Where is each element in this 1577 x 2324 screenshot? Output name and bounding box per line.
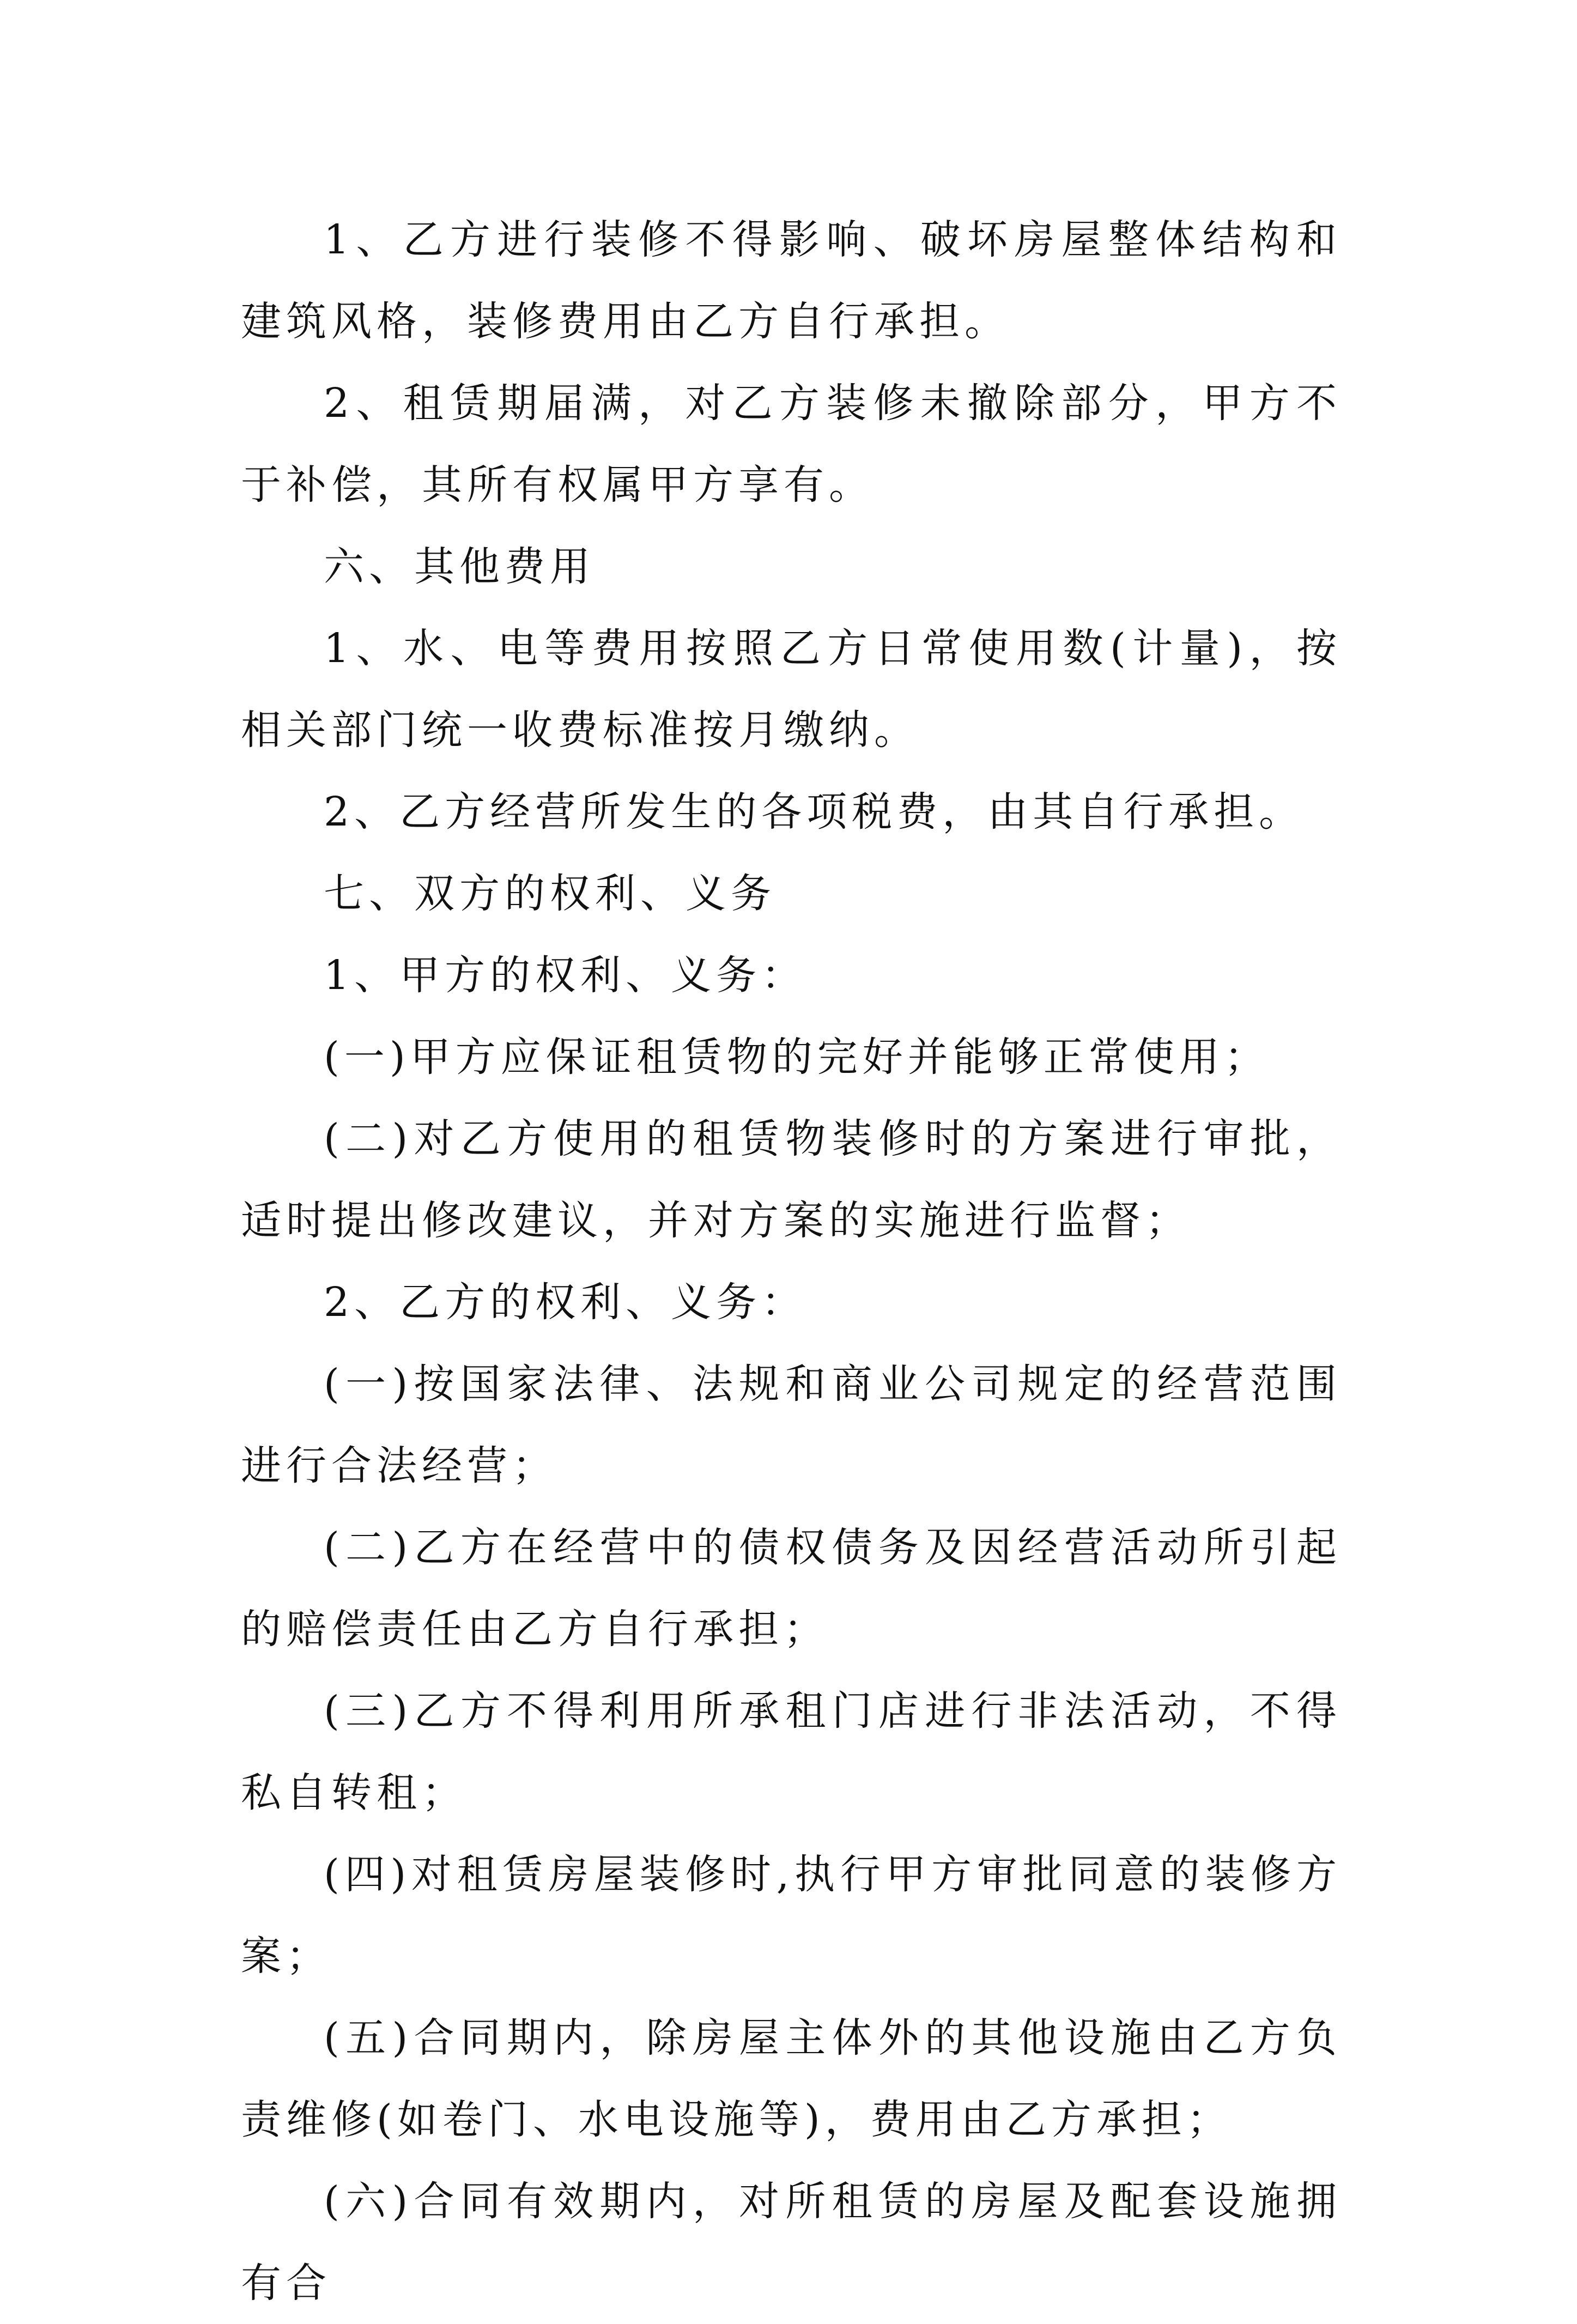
paragraph-decoration-clause-1: 1、乙方进行装修不得影响、破坏房屋整体结构和建筑风格，装修费用由乙方自行承担。: [241, 216, 1342, 345]
paragraph-fees-clause-2: 2、乙方经营所发生的各项税费，由其自行承担。: [324, 788, 1305, 835]
paragraph-party-b-item-5: (五)合同期内，除房屋主体外的其他设施由乙方负责维修(如卷门、水电设施等)，费用由乙方承担；: [241, 2014, 1342, 2143]
paragraph-decoration-clause-2: 2、租赁期届满，对乙方装修未撤除部分，甲方不于补偿，其所有权属甲方享有。: [241, 380, 1342, 508]
paragraph-party-a-item-1: (一)甲方应保证租赁物的完好并能够正常使用；: [324, 1034, 1270, 1081]
section-heading-other-fees: 六、其他费用: [324, 543, 595, 590]
paragraph-party-b-item-3: (三)乙方不得利用所承租门店进行非法活动，不得私自转租；: [241, 1688, 1342, 1816]
paragraph-party-b-item-1: (一)按国家法律、法规和商业公司规定的经营范围进行合法经营；: [241, 1361, 1342, 1489]
paragraph-party-b-item-2: (二)乙方在经营中的债权债务及因经营活动所引起的赔偿责任由乙方自行承担；: [241, 1524, 1342, 1653]
section-heading-rights-obligations: 七、双方的权利、义务: [324, 870, 776, 917]
paragraph-fees-clause-1: 1、水、电等费用按照乙方日常使用数(计量)，按相关部门统一收费标准按月缴纳。: [241, 625, 1342, 754]
subheading-party-a-rights: 1、甲方的权利、义务：: [324, 952, 807, 999]
paragraph-party-a-item-2: (二)对乙方使用的租赁物装修时的方案进行审批，适时提出修改建议，并对方案的实施进行监督；: [241, 1115, 1342, 1244]
paragraph-party-b-item-4: (四)对租赁房屋装修时,执行甲方审批同意的装修方案；: [241, 1851, 1342, 1980]
subheading-party-b-rights: 2、乙方的权利、义务：: [324, 1279, 807, 1326]
paragraph-party-b-item-6: (六)合同有效期内，对所租赁的房屋及配套设施拥有合: [241, 2178, 1342, 2307]
document-body: [241, 199, 1342, 2324]
